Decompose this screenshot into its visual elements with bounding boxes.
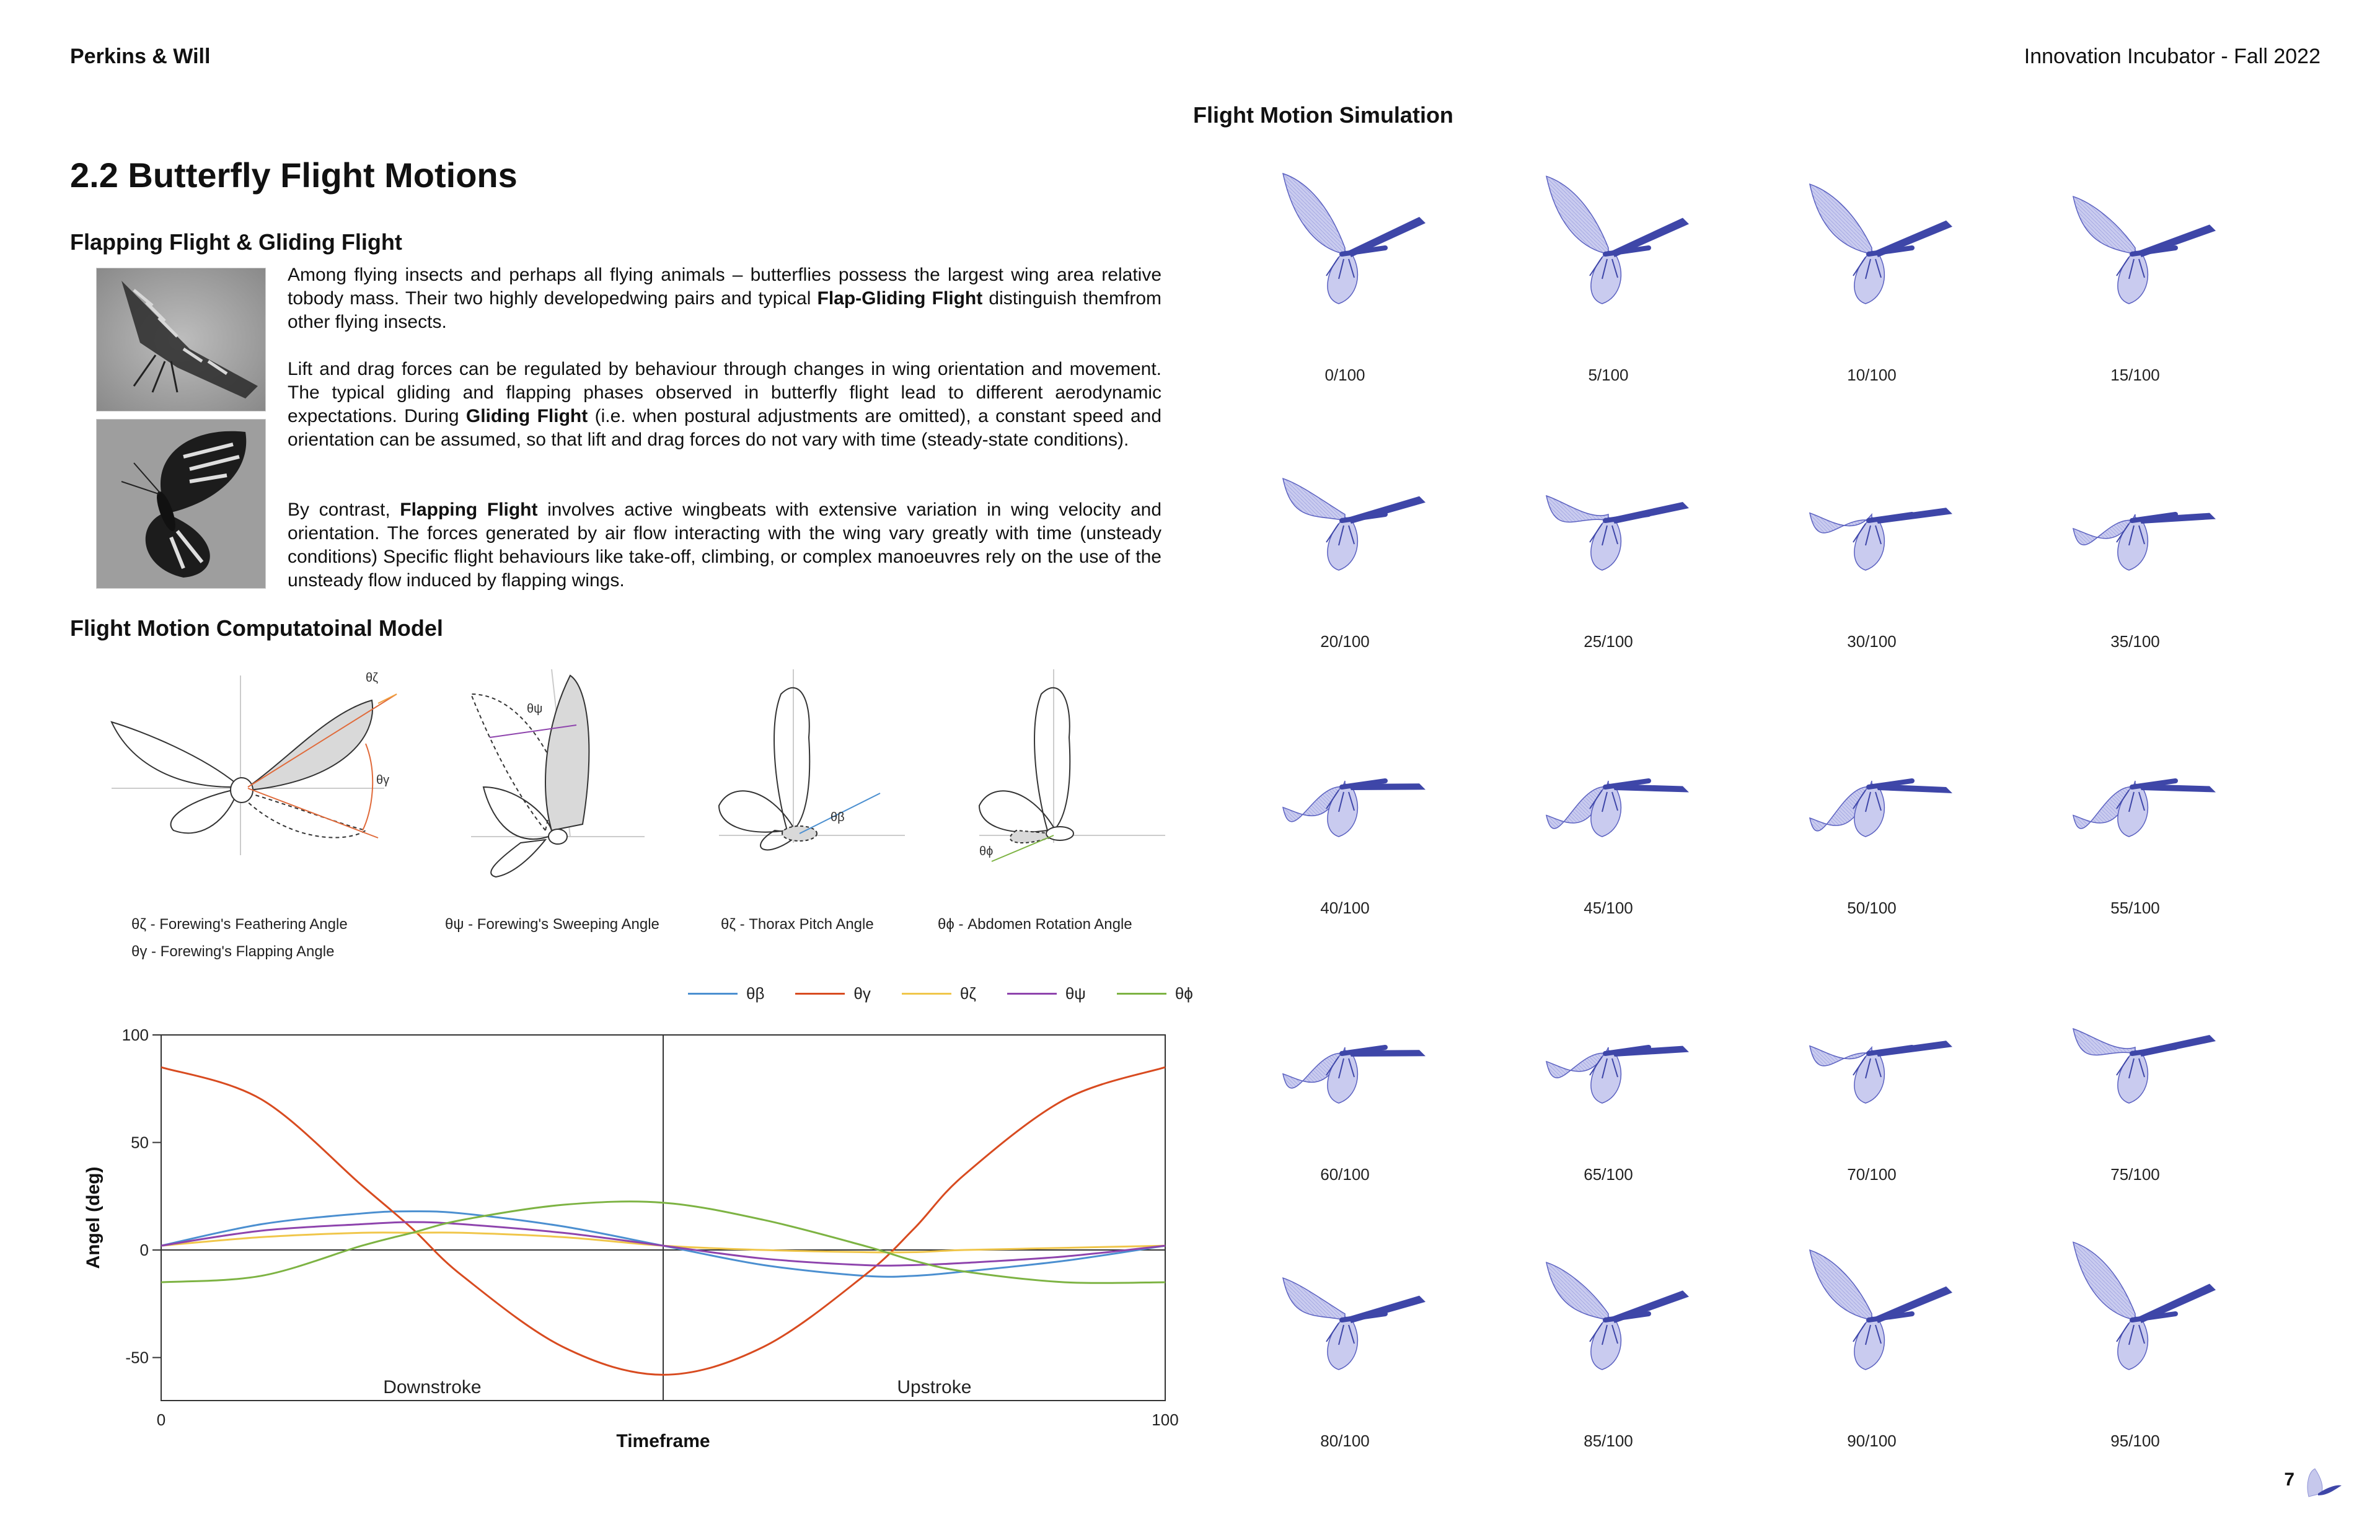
y-tick-label: 100 <box>121 1026 149 1044</box>
label-theta-beta: θβ <box>831 811 845 824</box>
butterfly-frame-icon <box>1233 143 1457 328</box>
butterfly-frame-icon <box>2024 942 2247 1128</box>
paragraph-3: By contrast, Flapping Flight involves active wingbeats with extensive variation in wing velocity and orientation. The forces generated by air flow interacting with the wing vary greatly with time (unsteady conditions) Specific flight behaviours like take-off, climbing, or complex manoeuvres rely on the use of the unsteady flow induced by flapping wings. <box>288 499 1162 591</box>
frame-label: 95/100 <box>2110 1432 2160 1450</box>
simulation-frame <box>1233 1208 1457 1456</box>
simulation-frame <box>2024 942 2247 1190</box>
butterfly-frame-icon <box>1233 675 1457 861</box>
butterfly-frame-icon <box>1233 942 1457 1128</box>
legend-swatch <box>1117 993 1166 995</box>
caption-flapping: θγ - Forewing's Flapping Angle <box>131 943 335 960</box>
frame-label: 45/100 <box>1584 899 1633 917</box>
frame-label: 35/100 <box>2110 632 2160 651</box>
frame-label: 30/100 <box>1847 632 1897 651</box>
butterfly-frame-icon <box>1497 409 1720 595</box>
frame-label: 40/100 <box>1320 899 1370 917</box>
frame-label: 60/100 <box>1320 1165 1370 1184</box>
butterfly-frame-icon <box>1233 409 1457 595</box>
frame-label: 75/100 <box>2110 1165 2160 1184</box>
simulation-frame <box>2024 143 2247 390</box>
frame-label: 65/100 <box>1584 1165 1633 1184</box>
subheading-simulation: Flight Motion Simulation <box>1193 102 1453 128</box>
legend-label: θγ <box>853 984 871 1003</box>
butterfly-frame-icon <box>2024 143 2247 328</box>
butterfly-frame-icon <box>2024 1208 2247 1394</box>
frame-label: 50/100 <box>1847 899 1897 917</box>
brand-name: Perkins & Will <box>70 45 211 68</box>
label-theta-zeta: θζ <box>366 671 378 685</box>
butterfly-frame-icon <box>1760 143 1983 328</box>
caption-pitch: θζ - Thorax Pitch Angle <box>721 916 874 933</box>
x-tick-label: 100 <box>1152 1410 1179 1429</box>
butterfly-frame-icon <box>1497 942 1720 1128</box>
paragraph-1: Among flying insects and perhaps all flying animals – butterflies possess the largest wing area relative tobody mass. Their two highly developedwing pairs and typical Flap-Gliding Flight distinguish themfrom other flying insects. <box>288 265 1161 332</box>
simulation-frame <box>2024 1208 2247 1456</box>
legend-swatch <box>688 993 738 995</box>
diagram-sweeping <box>471 669 645 877</box>
legend-label: θζ <box>959 984 976 1003</box>
annotation-upstroke: Upstroke <box>897 1377 972 1397</box>
butterfly-frame-icon <box>2024 675 2247 861</box>
page-number: 7 <box>2284 1469 2294 1490</box>
simulation-frame <box>1233 675 1457 923</box>
angle-chart <box>68 1016 1184 1450</box>
simulation-frame <box>1497 675 1720 923</box>
simulation-frame <box>1760 143 1983 390</box>
simulation-frame <box>1497 1208 1720 1456</box>
x-tick-label: 0 <box>156 1410 166 1429</box>
legend-swatch <box>1007 993 1057 995</box>
frame-label: 5/100 <box>1588 366 1629 384</box>
legend-item <box>902 984 976 1003</box>
y-tick-label: -50 <box>125 1348 149 1367</box>
legend-swatch <box>902 993 951 995</box>
wing-angle-diagrams <box>105 663 1171 886</box>
label-theta-phi: θϕ <box>979 845 994 858</box>
report-title: Innovation Incubator - Fall 2022 <box>2024 45 2320 68</box>
chart-legend <box>688 984 1193 1003</box>
simulation-frame <box>1233 942 1457 1190</box>
annotation-downstroke: Downstroke <box>383 1377 482 1397</box>
diagram-abdomen <box>979 669 1165 861</box>
legend-label: θϕ <box>1175 984 1193 1003</box>
legend-item <box>1117 984 1193 1003</box>
subheading-model: Flight Motion Computatoinal Model <box>70 615 443 641</box>
butterfly-frame-icon <box>2024 409 2247 595</box>
diagram-pitch <box>719 669 905 850</box>
legend-item <box>688 984 764 1003</box>
y-tick-label: 50 <box>131 1133 149 1152</box>
frame-label: 10/100 <box>1847 366 1897 384</box>
legend-item <box>1007 984 1086 1003</box>
legend-label: θβ <box>746 984 765 1003</box>
legend-label: θψ <box>1065 984 1086 1003</box>
simulation-frame <box>1233 143 1457 390</box>
butterfly-frame-icon <box>1760 1208 1983 1394</box>
y-axis-label: Angel (deg) <box>83 1166 104 1269</box>
butterfly-frame-icon <box>1497 675 1720 861</box>
butterfly-frame-icon <box>1233 1208 1457 1394</box>
frame-label: 25/100 <box>1584 632 1633 651</box>
legend-swatch <box>795 993 845 995</box>
butterfly-photo-side <box>96 268 266 411</box>
simulation-frame <box>2024 409 2247 657</box>
simulation-frame <box>1497 942 1720 1190</box>
paragraph-2: Lift and drag forces can be regulated by behaviour through changes in wing orientation and movement. The typical gliding and flapping phases observed in butterfly flight lead to different aerodynamic expectations. During Gliding Flight (i.e. when postural adjustments are omitted), a constant speed and orientation can be assumed, so that lift and drag forces do not vary with time (steady-state conditions). <box>288 359 1161 450</box>
frame-label: 20/100 <box>1320 632 1370 651</box>
label-theta-psi: θψ <box>527 702 543 716</box>
simulation-frame <box>1760 409 1983 657</box>
caption-feathering: θζ - Forewing's Feathering Angle <box>131 916 348 933</box>
subheading-flapping: Flapping Flight & Gliding Flight <box>70 229 402 255</box>
butterfly-logo-icon <box>2299 1466 2343 1503</box>
x-axis-label: Timeframe <box>616 1431 710 1450</box>
butterfly-frame-icon <box>1760 409 1983 595</box>
section-title: 2.2 Butterfly Flight Motions <box>70 156 518 195</box>
caption-sweeping: θψ - Forewing's Sweeping Angle <box>445 916 659 933</box>
frame-label: 15/100 <box>2110 366 2160 384</box>
y-tick-label: 0 <box>139 1241 149 1260</box>
diagram-feathering-flapping <box>112 671 397 855</box>
frame-label: 70/100 <box>1847 1165 1897 1184</box>
simulation-grid <box>1233 143 2306 1456</box>
simulation-frame <box>1497 143 1720 390</box>
frame-label: 0/100 <box>1324 366 1365 384</box>
frame-label: 55/100 <box>2110 899 2160 917</box>
frame-label: 80/100 <box>1320 1432 1370 1450</box>
simulation-frame <box>1497 409 1720 657</box>
label-theta-gamma: θγ <box>376 773 390 787</box>
butterfly-frame-icon <box>1497 143 1720 328</box>
caption-abdomen: θϕ - Abdomen Rotation Angle <box>938 916 1132 933</box>
simulation-frame <box>1760 942 1983 1190</box>
frame-label: 85/100 <box>1584 1432 1633 1450</box>
legend-item <box>795 984 870 1003</box>
simulation-frame <box>1233 409 1457 657</box>
simulation-frame <box>1760 675 1983 923</box>
butterfly-frame-icon <box>1497 1208 1720 1394</box>
butterfly-frame-icon <box>1760 675 1983 861</box>
simulation-frame <box>1760 1208 1983 1456</box>
butterfly-photo-top <box>96 419 266 589</box>
simulation-frame <box>2024 675 2247 923</box>
butterfly-frame-icon <box>1760 942 1983 1128</box>
frame-label: 90/100 <box>1847 1432 1897 1450</box>
